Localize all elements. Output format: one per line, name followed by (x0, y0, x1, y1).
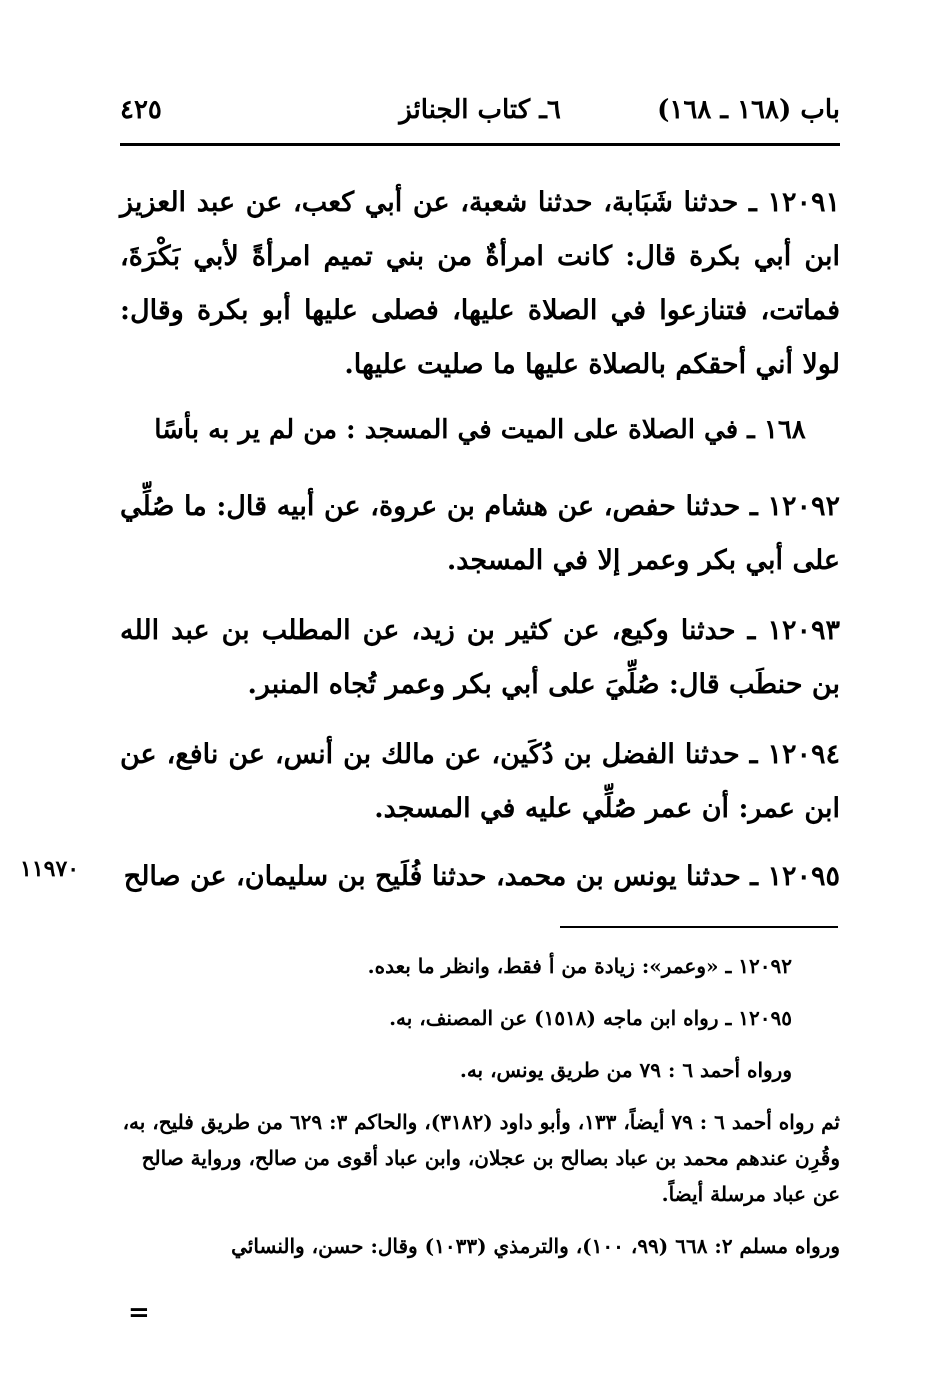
section-heading-168: ١٦٨ ـ في الصلاة على الميت في المسجد : من لم ير به بأسًا (154, 415, 806, 445)
footnote-muslim: ورواه مسلم ٢: ٦٦٨ (٩٩، ١٠٠)، والترمذي (١٠٣٣) وقال: حسن، والنسائي (231, 1234, 840, 1258)
hadith-12092: ١٢٠٩٢ ـ حدثنا حفص، عن هشام بن عروة، عن أبيه قال: ما صُلِّي على أبي بكر وعمر إلا في المسجد. (120, 491, 840, 576)
hadith-12094: ١٢٠٩٤ ـ حدثنا الفضل بن دُكَين، عن مالك بن أنس، عن نافع، عن ابن عمر: أن عمر صُلِّي عليه في المسجد. (120, 739, 840, 824)
chapter-range: باب (١٦٨ ـ ١٦٨) (657, 95, 840, 125)
footnote-rule (560, 926, 838, 928)
footnote-then: ثم رواه أحمد ٦ : ٧٩ أيضاً، ١٣٣، وأبو داود (٣١٨٢)، والحاكم ٣: ٦٢٩ من طريق فليح، به، وقُرِن عندهم محمد بن عباد بصالح بن عجلان، وابن عباد أقوى من صالح، ورواية صالح عن عباد مرسلة أيضاً. (122, 1110, 840, 1206)
hadith-12095: ١٢٠٩٥ ـ حدثنا يونس بن محمد، حدثنا فُلَيح بن سليمان، عن صالح (123, 861, 840, 892)
continuation-mark: = (128, 1298, 150, 1328)
hadith-12093: ١٢٠٩٣ ـ حدثنا وكيع، عن كثير بن زيد، عن المطلب بن عبد الله بن حنطَب قال: صُلِّيَ على أبي بكر وعمر تُجاه المنبر. (120, 615, 840, 700)
running-header (120, 95, 840, 135)
footnote-12095: ١٢٠٩٥ ـ رواه ابن ماجه (١٥١٨) عن المصنف، به. (389, 1006, 792, 1030)
header-rule (120, 143, 840, 146)
book-title: ٦ـ كتاب الجنائز (399, 95, 561, 125)
hadith-12091: ١٢٠٩١ ـ حدثنا شَبَابة، حدثنا شعبة، عن أبي كعب، عن عبد العزيز ابن أبي بكرة قال: كانت امرأةٌ من بني تميم امرأةً لأبي بَكْرَةَ، فماتت، فتنازعوا في الصلاة عليها، فصلى عليها أبو بكرة وقال: لولا أني أحقكم بالصلاة عليها ما صليت عليها. (120, 187, 840, 380)
margin-reference-number: ١١٩٧٠ (20, 856, 80, 882)
footnote-12092: ١٢٠٩٢ ـ «وعمر»: زيادة من أ فقط، وانظر ما بعده. (367, 954, 792, 978)
page-number: ٤٢٥ (120, 95, 162, 125)
footnote-ahmad: ورواه أحمد ٦ : ٧٩ من طريق يونس، به. (459, 1058, 792, 1082)
footnotes (120, 948, 840, 1264)
